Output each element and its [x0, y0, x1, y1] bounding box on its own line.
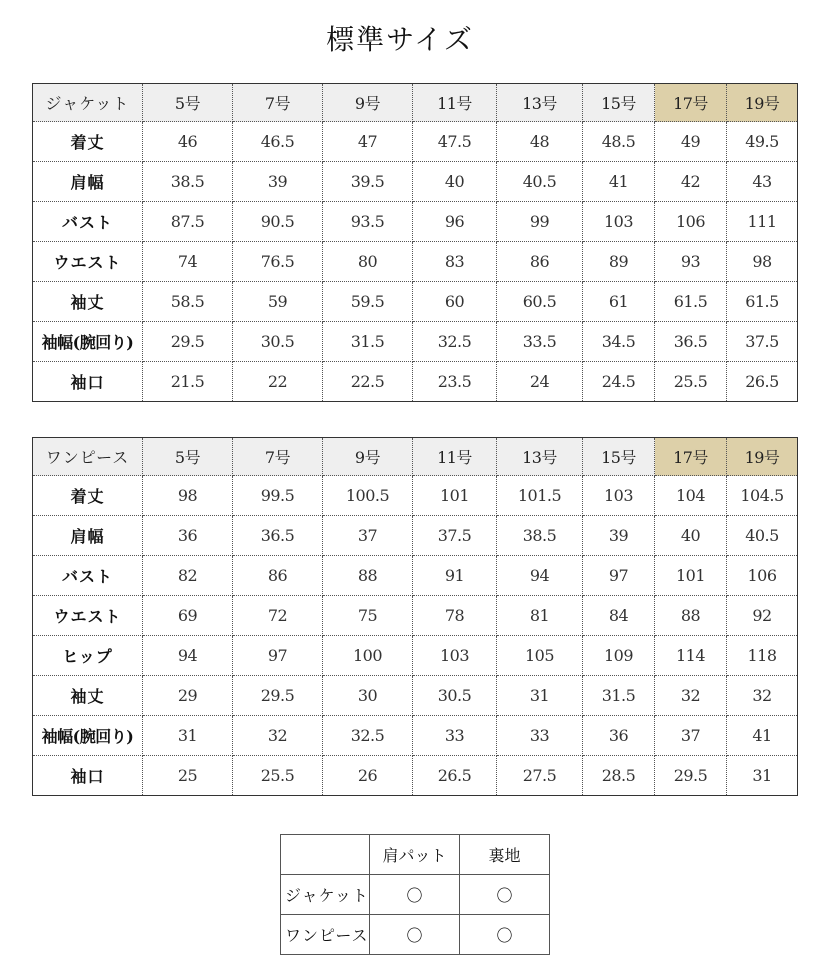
- size-value-cell: 87.5: [143, 202, 233, 242]
- size-value-cell: 94: [143, 636, 233, 676]
- size-value-cell: 91: [413, 556, 497, 596]
- size-value-cell: 24: [497, 362, 583, 402]
- size-value-cell: 74: [143, 242, 233, 282]
- row-label: 袖口: [33, 362, 143, 402]
- size-value-cell: 99: [497, 202, 583, 242]
- size-header: 9号: [323, 84, 413, 122]
- jacket-table-body: [33, 122, 798, 402]
- onepiece-corner-label: ワンピース: [33, 438, 143, 476]
- size-value-cell: 94: [497, 556, 583, 596]
- size-value-cell: 33.5: [497, 322, 583, 362]
- size-value-cell: 105: [497, 636, 583, 676]
- size-value-cell: 82: [143, 556, 233, 596]
- size-value-cell: 114: [655, 636, 727, 676]
- size-value-cell: 106: [655, 202, 727, 242]
- options-mark: 〇: [460, 915, 550, 955]
- size-value-cell: 104.5: [727, 476, 798, 516]
- size-value-cell: 25.5: [655, 362, 727, 402]
- size-value-cell: 40: [655, 516, 727, 556]
- size-value-cell: 49.5: [727, 122, 798, 162]
- size-value-cell: 97: [583, 556, 655, 596]
- size-value-cell: 30.5: [413, 676, 497, 716]
- size-value-cell: 31.5: [323, 322, 413, 362]
- size-value-cell: 41: [583, 162, 655, 202]
- jacket-table-row: [33, 322, 798, 362]
- jacket-header-row: [33, 84, 798, 122]
- size-value-cell: 100.5: [323, 476, 413, 516]
- jacket-size-table: [32, 83, 798, 402]
- row-label: 着丈: [33, 476, 143, 516]
- size-value-cell: 109: [583, 636, 655, 676]
- size-value-cell: 32.5: [413, 322, 497, 362]
- row-label: 肩幅: [33, 516, 143, 556]
- options-mark: 〇: [460, 875, 550, 915]
- options-row-label: ジャケット: [281, 875, 370, 915]
- onepiece-table-row: [33, 676, 798, 716]
- row-label: 袖丈: [33, 282, 143, 322]
- size-value-cell: 31: [143, 716, 233, 756]
- row-label: 袖丈: [33, 676, 143, 716]
- size-value-cell: 25: [143, 756, 233, 796]
- size-value-cell: 111: [727, 202, 798, 242]
- size-value-cell: 32: [655, 676, 727, 716]
- size-value-cell: 32: [233, 716, 323, 756]
- onepiece-size-table: [32, 437, 798, 796]
- size-value-cell: 88: [655, 596, 727, 636]
- options-row-onepiece: [281, 915, 550, 955]
- size-value-cell: 90.5: [233, 202, 323, 242]
- size-value-cell: 61.5: [727, 282, 798, 322]
- size-value-cell: 48.5: [583, 122, 655, 162]
- size-header: 11号: [413, 438, 497, 476]
- row-label: 肩幅: [33, 162, 143, 202]
- size-value-cell: 46.5: [233, 122, 323, 162]
- size-value-cell: 86: [497, 242, 583, 282]
- onepiece-table-row: [33, 476, 798, 516]
- size-header-highlighted: 19号: [727, 438, 798, 476]
- size-value-cell: 40.5: [497, 162, 583, 202]
- row-label: 袖幅(腕回り): [33, 716, 143, 756]
- size-value-cell: 75: [323, 596, 413, 636]
- size-value-cell: 97: [233, 636, 323, 676]
- size-value-cell: 21.5: [143, 362, 233, 402]
- size-value-cell: 88: [323, 556, 413, 596]
- onepiece-table-row: [33, 556, 798, 596]
- size-value-cell: 29.5: [233, 676, 323, 716]
- size-value-cell: 38.5: [143, 162, 233, 202]
- jacket-corner-label: ジャケット: [33, 84, 143, 122]
- onepiece-table-row: [33, 636, 798, 676]
- size-value-cell: 81: [497, 596, 583, 636]
- options-table: [280, 834, 550, 955]
- size-value-cell: 26: [323, 756, 413, 796]
- size-value-cell: 103: [413, 636, 497, 676]
- size-value-cell: 60: [413, 282, 497, 322]
- size-header: 13号: [497, 84, 583, 122]
- size-value-cell: 43: [727, 162, 798, 202]
- size-value-cell: 37.5: [413, 516, 497, 556]
- size-value-cell: 103: [583, 476, 655, 516]
- size-header-highlighted: 17号: [655, 84, 727, 122]
- size-header: 15号: [583, 438, 655, 476]
- size-value-cell: 40: [413, 162, 497, 202]
- size-header: 5号: [143, 438, 233, 476]
- size-value-cell: 61: [583, 282, 655, 322]
- size-value-cell: 72: [233, 596, 323, 636]
- size-value-cell: 42: [655, 162, 727, 202]
- size-value-cell: 36: [143, 516, 233, 556]
- size-value-cell: 47: [323, 122, 413, 162]
- options-header-lining: 裏地: [460, 835, 550, 875]
- size-value-cell: 78: [413, 596, 497, 636]
- size-header: 13号: [497, 438, 583, 476]
- options-mark: 〇: [370, 915, 460, 955]
- size-value-cell: 106: [727, 556, 798, 596]
- size-value-cell: 98: [727, 242, 798, 282]
- onepiece-table-row: [33, 596, 798, 636]
- jacket-table-row: [33, 122, 798, 162]
- size-value-cell: 26.5: [727, 362, 798, 402]
- row-label: バスト: [33, 556, 143, 596]
- size-header: 15号: [583, 84, 655, 122]
- size-value-cell: 39: [233, 162, 323, 202]
- row-label: バスト: [33, 202, 143, 242]
- size-value-cell: 60.5: [497, 282, 583, 322]
- size-header: 7号: [233, 438, 323, 476]
- onepiece-header-row: [33, 438, 798, 476]
- size-value-cell: 36.5: [655, 322, 727, 362]
- size-value-cell: 24.5: [583, 362, 655, 402]
- options-header-shoulder-pad: 肩パット: [370, 835, 460, 875]
- size-value-cell: 36.5: [233, 516, 323, 556]
- size-value-cell: 38.5: [497, 516, 583, 556]
- size-value-cell: 39.5: [323, 162, 413, 202]
- size-value-cell: 33: [497, 716, 583, 756]
- row-label: 着丈: [33, 122, 143, 162]
- options-row-label: ワンピース: [281, 915, 370, 955]
- size-value-cell: 58.5: [143, 282, 233, 322]
- page-title: 標準サイズ: [326, 23, 474, 56]
- size-value-cell: 69: [143, 596, 233, 636]
- jacket-table-row: [33, 202, 798, 242]
- row-label: ウエスト: [33, 242, 143, 282]
- onepiece-table-row: [33, 756, 798, 796]
- size-header: 11号: [413, 84, 497, 122]
- size-value-cell: 48: [497, 122, 583, 162]
- size-header: 7号: [233, 84, 323, 122]
- size-value-cell: 99.5: [233, 476, 323, 516]
- jacket-table-row: [33, 282, 798, 322]
- size-value-cell: 22.5: [323, 362, 413, 402]
- size-value-cell: 37: [323, 516, 413, 556]
- row-label: 袖幅(腕回り): [33, 322, 143, 362]
- size-value-cell: 33: [413, 716, 497, 756]
- size-value-cell: 80: [323, 242, 413, 282]
- size-value-cell: 101: [655, 556, 727, 596]
- size-value-cell: 28.5: [583, 756, 655, 796]
- size-value-cell: 76.5: [233, 242, 323, 282]
- size-value-cell: 86: [233, 556, 323, 596]
- size-value-cell: 32: [727, 676, 798, 716]
- size-value-cell: 41: [727, 716, 798, 756]
- onepiece-table-body: [33, 476, 798, 796]
- size-value-cell: 31.5: [583, 676, 655, 716]
- size-value-cell: 96: [413, 202, 497, 242]
- size-value-cell: 30: [323, 676, 413, 716]
- size-header: 9号: [323, 438, 413, 476]
- size-value-cell: 37: [655, 716, 727, 756]
- size-value-cell: 26.5: [413, 756, 497, 796]
- size-value-cell: 40.5: [727, 516, 798, 556]
- size-value-cell: 36: [583, 716, 655, 756]
- size-value-cell: 39: [583, 516, 655, 556]
- size-value-cell: 29: [143, 676, 233, 716]
- size-value-cell: 25.5: [233, 756, 323, 796]
- size-value-cell: 93: [655, 242, 727, 282]
- size-value-cell: 84: [583, 596, 655, 636]
- onepiece-table-row: [33, 516, 798, 556]
- size-value-cell: 47.5: [413, 122, 497, 162]
- size-value-cell: 104: [655, 476, 727, 516]
- size-value-cell: 46: [143, 122, 233, 162]
- size-value-cell: 103: [583, 202, 655, 242]
- size-value-cell: 34.5: [583, 322, 655, 362]
- options-header-row: [281, 835, 550, 875]
- size-value-cell: 22: [233, 362, 323, 402]
- row-label: 袖口: [33, 756, 143, 796]
- size-value-cell: 29.5: [143, 322, 233, 362]
- size-value-cell: 101.5: [497, 476, 583, 516]
- options-mark: 〇: [370, 875, 460, 915]
- size-value-cell: 118: [727, 636, 798, 676]
- jacket-table-row: [33, 242, 798, 282]
- options-row-jacket: [281, 875, 550, 915]
- size-value-cell: 23.5: [413, 362, 497, 402]
- size-value-cell: 98: [143, 476, 233, 516]
- size-value-cell: 29.5: [655, 756, 727, 796]
- size-value-cell: 83: [413, 242, 497, 282]
- size-value-cell: 31: [497, 676, 583, 716]
- size-value-cell: 89: [583, 242, 655, 282]
- jacket-table-row: [33, 362, 798, 402]
- size-value-cell: 32.5: [323, 716, 413, 756]
- size-value-cell: 31: [727, 756, 798, 796]
- size-value-cell: 93.5: [323, 202, 413, 242]
- options-corner: [281, 835, 370, 875]
- size-value-cell: 59.5: [323, 282, 413, 322]
- size-value-cell: 37.5: [727, 322, 798, 362]
- jacket-table-row: [33, 162, 798, 202]
- size-header-highlighted: 17号: [655, 438, 727, 476]
- size-value-cell: 100: [323, 636, 413, 676]
- size-value-cell: 30.5: [233, 322, 323, 362]
- size-value-cell: 59: [233, 282, 323, 322]
- row-label: ヒップ: [33, 636, 143, 676]
- size-header-highlighted: 19号: [727, 84, 798, 122]
- size-value-cell: 27.5: [497, 756, 583, 796]
- size-value-cell: 61.5: [655, 282, 727, 322]
- size-value-cell: 92: [727, 596, 798, 636]
- size-header: 5号: [143, 84, 233, 122]
- row-label: ウエスト: [33, 596, 143, 636]
- size-value-cell: 101: [413, 476, 497, 516]
- size-value-cell: 49: [655, 122, 727, 162]
- onepiece-table-row: [33, 716, 798, 756]
